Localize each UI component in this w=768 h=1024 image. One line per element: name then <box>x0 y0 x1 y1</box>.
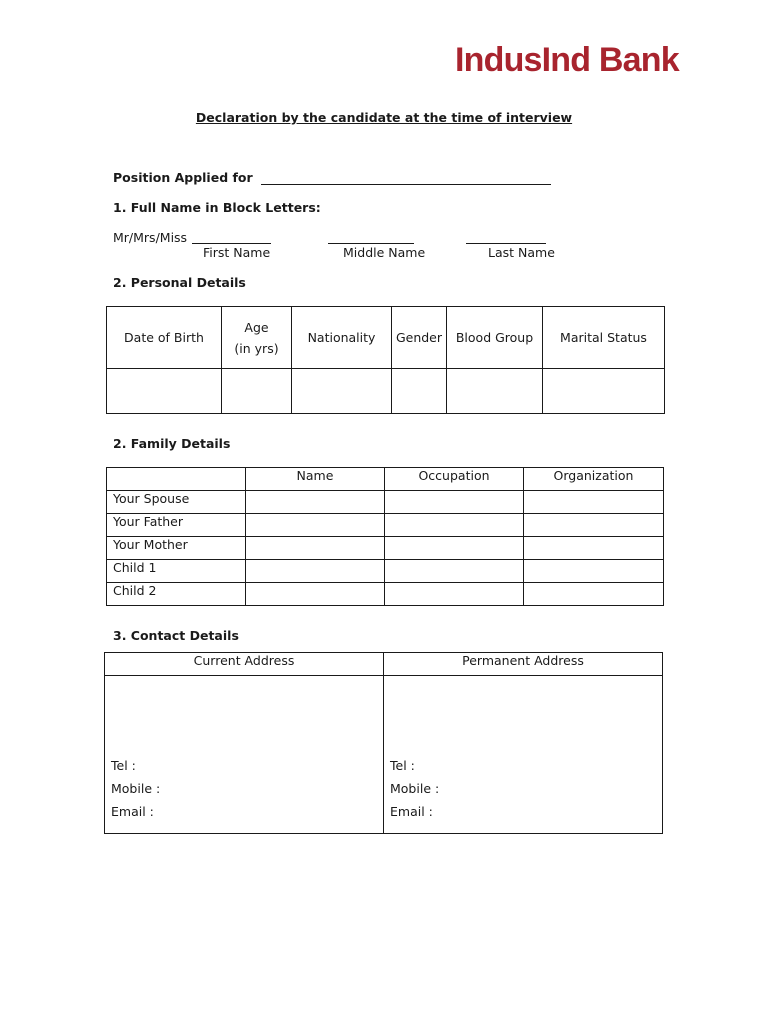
table-row <box>107 491 664 514</box>
header-age-line1: Age <box>244 319 269 335</box>
family-row-label: Your Spouse <box>107 491 246 514</box>
last-name-line[interactable] <box>466 229 546 244</box>
spouse-name-cell[interactable] <box>246 491 385 514</box>
table-row <box>107 583 664 606</box>
gender-cell[interactable] <box>392 369 447 414</box>
first-name-line[interactable] <box>192 229 271 244</box>
position-label: Position Applied for <box>113 170 253 185</box>
last-name-label: Last Name <box>488 245 555 260</box>
middle-name-line[interactable] <box>328 229 414 244</box>
child1-organization-cell[interactable] <box>524 560 664 583</box>
first-name-label: First Name <box>203 245 271 260</box>
family-row-label: Your Father <box>107 514 246 537</box>
permanent-email-label: Email : <box>390 804 433 819</box>
family-row-label: Child 2 <box>107 583 246 606</box>
permanent-tel-label: Tel : <box>390 758 415 773</box>
header-marital-status: Marital Status <box>543 307 665 369</box>
current-mobile-label: Mobile : <box>111 781 161 796</box>
header-dob: Date of Birth <box>107 307 222 369</box>
permanent-address-cell[interactable] <box>384 676 663 834</box>
current-email-label: Email : <box>111 804 154 819</box>
page-title: Declaration by the candidate at the time of interview <box>195 110 573 125</box>
full-name-heading: 1. Full Name in Block Letters: <box>113 200 321 215</box>
current-address-cell[interactable] <box>105 676 384 834</box>
child2-occupation-cell[interactable] <box>385 583 524 606</box>
child1-occupation-cell[interactable] <box>385 560 524 583</box>
contact-details-table <box>104 652 663 834</box>
header-nationality: Nationality <box>292 307 392 369</box>
child2-organization-cell[interactable] <box>524 583 664 606</box>
family-header-occupation: Occupation <box>385 468 524 491</box>
mother-name-cell[interactable] <box>246 537 385 560</box>
middle-name-label: Middle Name <box>343 245 426 260</box>
father-name-cell[interactable] <box>246 514 385 537</box>
child2-name-cell[interactable] <box>246 583 385 606</box>
table-row <box>107 560 664 583</box>
marital-status-cell[interactable] <box>543 369 665 414</box>
header-gender: Gender <box>392 307 447 369</box>
mother-occupation-cell[interactable] <box>385 537 524 560</box>
blood-group-cell[interactable] <box>447 369 543 414</box>
family-details-heading: 2. Family Details <box>113 436 231 451</box>
family-header-name: Name <box>246 468 385 491</box>
header-age <box>222 307 292 369</box>
table-row <box>107 514 664 537</box>
family-details-table <box>106 467 664 606</box>
family-row-label: Your Mother <box>107 537 246 560</box>
dob-cell[interactable] <box>107 369 222 414</box>
child1-name-cell[interactable] <box>246 560 385 583</box>
header-age-line2: (in yrs) <box>234 340 279 356</box>
age-cell[interactable] <box>222 369 292 414</box>
mother-organization-cell[interactable] <box>524 537 664 560</box>
nationality-cell[interactable] <box>292 369 392 414</box>
current-address-header: Current Address <box>105 653 384 676</box>
spouse-organization-cell[interactable] <box>524 491 664 514</box>
family-header-blank <box>107 468 246 491</box>
permanent-mobile-label: Mobile : <box>390 781 440 796</box>
current-tel-label: Tel : <box>111 758 136 773</box>
spouse-occupation-cell[interactable] <box>385 491 524 514</box>
father-organization-cell[interactable] <box>524 514 664 537</box>
personal-details-table <box>106 306 665 414</box>
father-occupation-cell[interactable] <box>385 514 524 537</box>
family-header-organization: Organization <box>524 468 664 491</box>
header-blood-group: Blood Group <box>447 307 543 369</box>
position-input-line[interactable] <box>261 170 551 185</box>
personal-details-heading: 2. Personal Details <box>113 275 246 290</box>
family-row-label: Child 1 <box>107 560 246 583</box>
table-row <box>107 537 664 560</box>
salutation-label: Mr/Mrs/Miss <box>113 230 188 245</box>
position-applied-row <box>113 170 551 185</box>
contact-details-heading: 3. Contact Details <box>113 628 239 643</box>
permanent-address-header: Permanent Address <box>384 653 663 676</box>
indusind-bank-logo: IndusInd Bank <box>455 41 679 79</box>
